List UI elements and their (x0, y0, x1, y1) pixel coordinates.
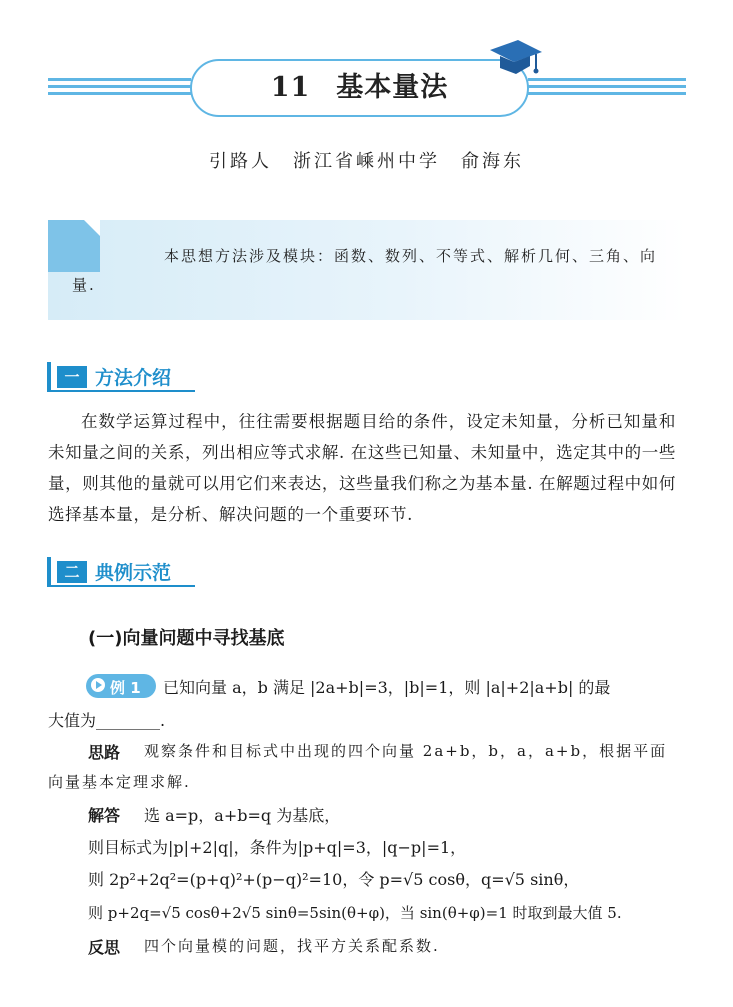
section1-bar (47, 362, 51, 392)
title-stripe-right-1 (528, 78, 686, 81)
author-line: 引路人 浙江省嵊州中学 俞海东 (209, 151, 524, 172)
section2-title: 典例示范 (95, 562, 172, 584)
subheading: (一)向量问题中寻找基底 (88, 628, 285, 649)
module-text: 本思想方法涉及模块：函数、数列、不等式、解析几何、三角、向量. (72, 247, 658, 294)
example-question-line2: 大值为________. (48, 711, 166, 730)
example-badge-label: 例 1 (110, 679, 141, 697)
reflect-label: 反思 (88, 938, 121, 957)
answer-line2: 则目标式为|p|+2|q|，条件为|p+q|=3，|q−p|=1， (88, 838, 467, 857)
answer-line3: 则 2p²+2q²=(p+q)²+(p−q)²=10，令 p=√5 cosθ，q=√5 sinθ， (88, 870, 580, 889)
section1-underline (51, 390, 195, 392)
chapter-number: 11 (270, 72, 311, 103)
section2-bar (47, 557, 51, 587)
example-question-line1: 已知向量 a，b 满足 |2a+b|=3，|b|=1，则 |a|+2|a+b| 的最 (163, 678, 611, 697)
section1-paragraph: 在数学运算过程中，往往需要根据题目给的条件，设定未知量，分析已知量和未知量之间的关系，列出相应等式求解. 在这些已知量、未知量中，选定其中的一些量，则其他的量就可以用它们来表达，这些量我们称之为基本量. 在解题过程中如何选择基本量，是分析、解决问题的一个重要环节. (48, 412, 676, 524)
answer-line4: 则 p+2q=√5 cosθ+2√5 sinθ=5sin(θ+φ)，当 sin(θ+φ)=1 时取到最大值 5. (88, 904, 622, 922)
thinking-label: 思路 (88, 743, 121, 762)
chapter-title (190, 59, 529, 117)
thinking-line1: 观察条件和目标式中出现的四个向量 2a+b，b，a，a+b，根据平面 (144, 742, 668, 760)
module-box-corner-fold (84, 220, 100, 236)
reflect-text: 四个向量模的问题，找平方关系配系数. (144, 937, 440, 955)
section1-title: 方法介绍 (95, 367, 172, 389)
section2-badge: 二 (57, 561, 87, 583)
title-stripe-left-3 (48, 92, 191, 95)
title-stripe-left-1 (48, 78, 191, 81)
play-icon (91, 678, 105, 692)
chapter-name: 基本量法 (336, 72, 449, 103)
thinking-line2: 向量基本定理求解. (48, 773, 191, 791)
title-stripe-right-2 (528, 85, 686, 88)
section2-underline (51, 585, 195, 587)
section1-badge: 一 (57, 366, 87, 388)
title-stripe-left-2 (48, 85, 191, 88)
answer-label: 解答 (88, 806, 121, 825)
answer-line1: 选 a=p，a+b=q 为基底， (144, 806, 341, 825)
title-stripe-right-3 (528, 92, 686, 95)
graduation-cap-icon (486, 36, 544, 80)
